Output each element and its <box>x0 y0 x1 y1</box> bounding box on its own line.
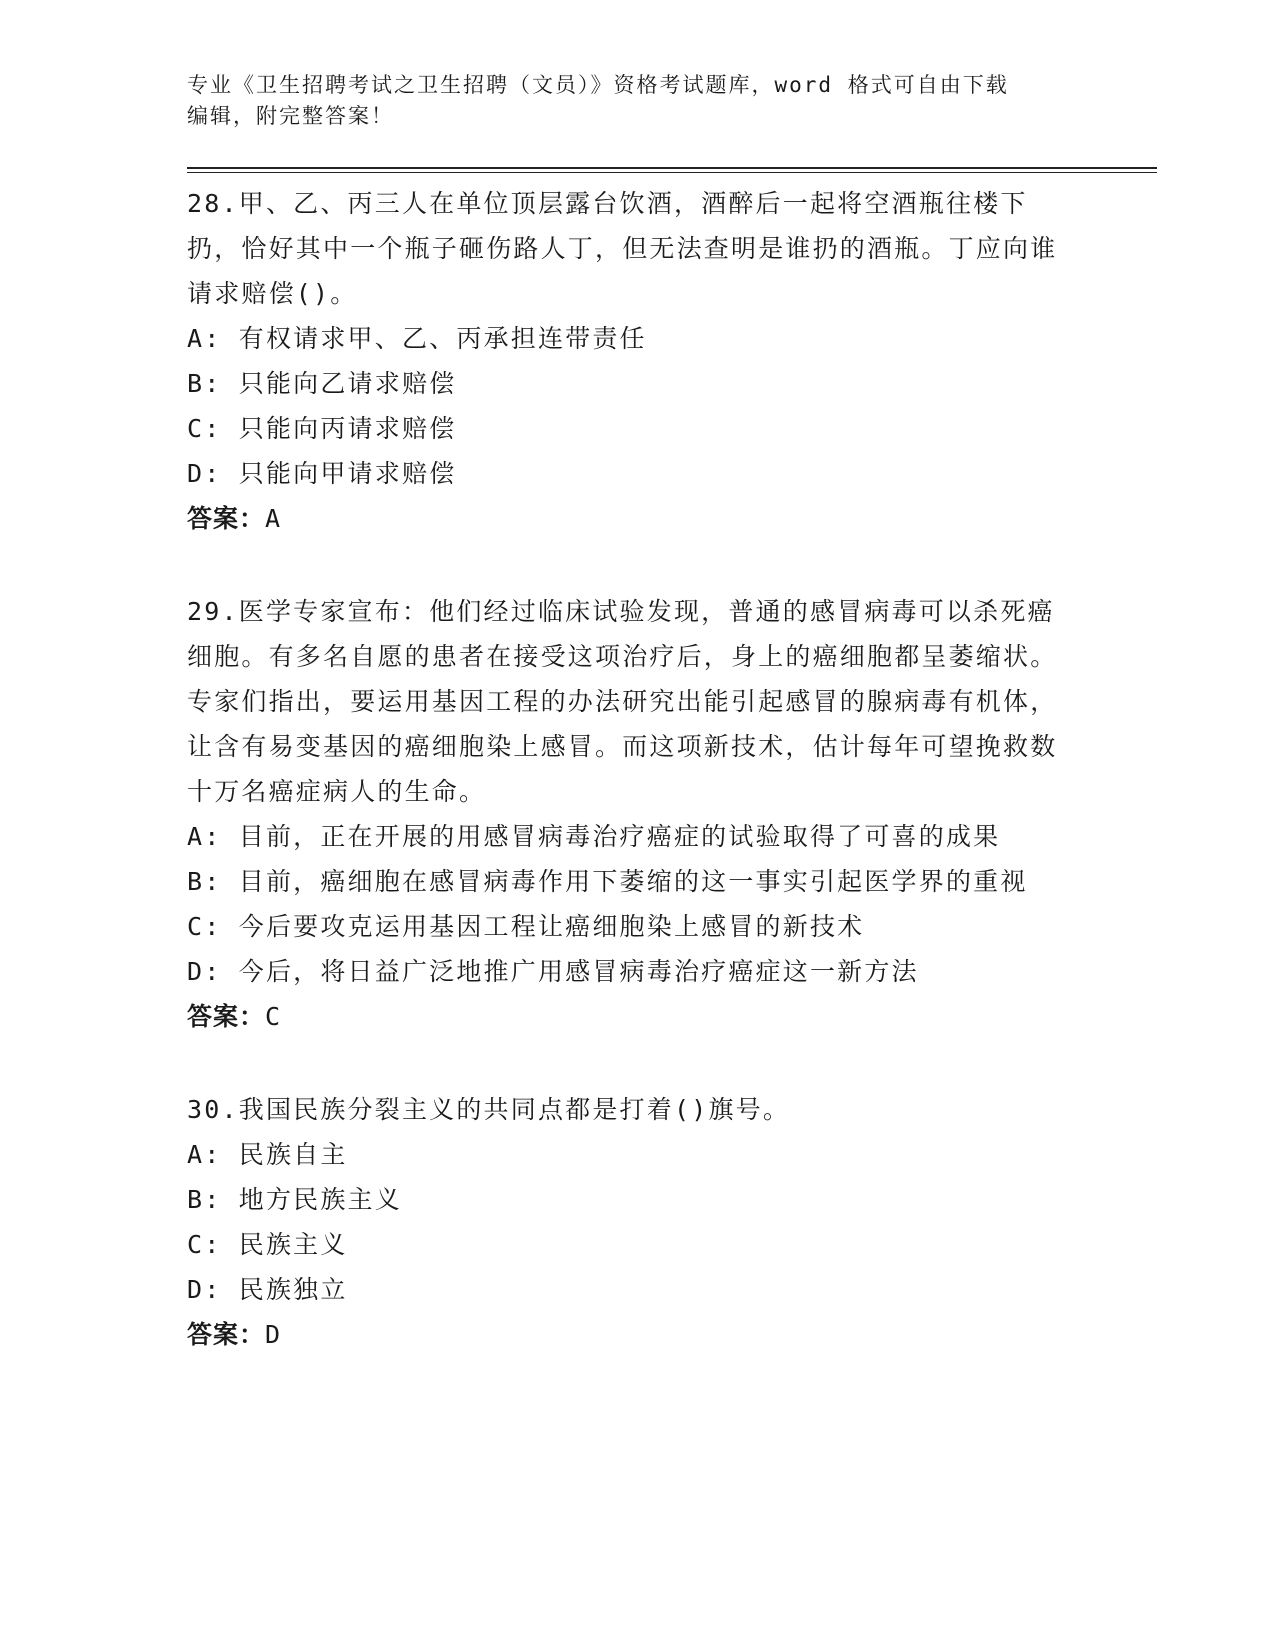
option-c: C: 今后要攻克运用基因工程让癌细胞染上感冒的新技术 <box>187 912 865 941</box>
option-a: A: 目前，正在开展的用感冒病毒治疗癌症的试验取得了可喜的成果 <box>187 822 1001 851</box>
answer-label: 答案： <box>187 1320 266 1349</box>
answer-line <box>187 1312 1157 1357</box>
header-divider <box>187 167 1157 173</box>
question-28 <box>187 181 1157 541</box>
option-list <box>187 814 1157 994</box>
option-b: B: 目前，癌细胞在感冒病毒作用下萎缩的这一事实引起医学界的重视 <box>187 867 1028 896</box>
option-list <box>187 316 1157 496</box>
option-b: B: 地方民族主义 <box>187 1185 402 1214</box>
option-a: A: 有权请求甲、乙、丙承担连带责任 <box>187 324 647 353</box>
answer-line <box>187 496 1157 541</box>
option-d: D: 民族独立 <box>187 1275 348 1304</box>
document-header <box>187 70 1047 132</box>
option-c: C: 只能向丙请求赔偿 <box>187 414 457 443</box>
question-stem: 28.甲、乙、丙三人在单位顶层露台饮酒，酒醉后一起将空酒瓶往楼下扔，恰好其中一个瓶子砸伤路人丁，但无法查明是谁扔的酒瓶。丁应向谁请求赔偿()。 <box>187 189 1058 308</box>
header-line-1: 专业《卫生招聘考试之卫生招聘（文员）》资格考试题库，word 格式可自由下载 <box>187 73 1009 97</box>
option-d: D: 只能向甲请求赔偿 <box>187 459 457 488</box>
question-30 <box>187 1087 1157 1357</box>
question-list <box>187 181 1157 1357</box>
question-stem: 30.我国民族分裂主义的共同点都是打着()旗号。 <box>187 1095 791 1124</box>
document-page <box>187 70 1157 1405</box>
option-list <box>187 1132 1157 1312</box>
question-29 <box>187 589 1157 1039</box>
answer-line <box>187 994 1157 1039</box>
header-line-2: 编辑，附完整答案！ <box>187 104 394 128</box>
option-b: B: 只能向乙请求赔偿 <box>187 369 457 398</box>
answer-value: A <box>265 504 282 533</box>
option-a: A: 民族自主 <box>187 1140 348 1169</box>
answer-value: D <box>265 1320 282 1349</box>
answer-value: C <box>265 1002 282 1031</box>
option-c: C: 民族主义 <box>187 1230 348 1259</box>
option-d: D: 今后，将日益广泛地推广用感冒病毒治疗癌症这一新方法 <box>187 957 919 986</box>
answer-label: 答案： <box>187 504 266 533</box>
answer-label: 答案： <box>187 1002 266 1031</box>
question-stem: 29.医学专家宣布：他们经过临床试验发现，普通的感冒病毒可以杀死癌细胞。有多名自愿的患者在接受这项治疗后，身上的癌细胞都呈萎缩状。专家们指出，要运用基因工程的办法研究出能引起感冒的腺病毒有机体，让含有易变基因的癌细胞染上感冒。而这项新技术，估计每年可望挽救数十万名癌症病人的生命。 <box>187 597 1058 806</box>
